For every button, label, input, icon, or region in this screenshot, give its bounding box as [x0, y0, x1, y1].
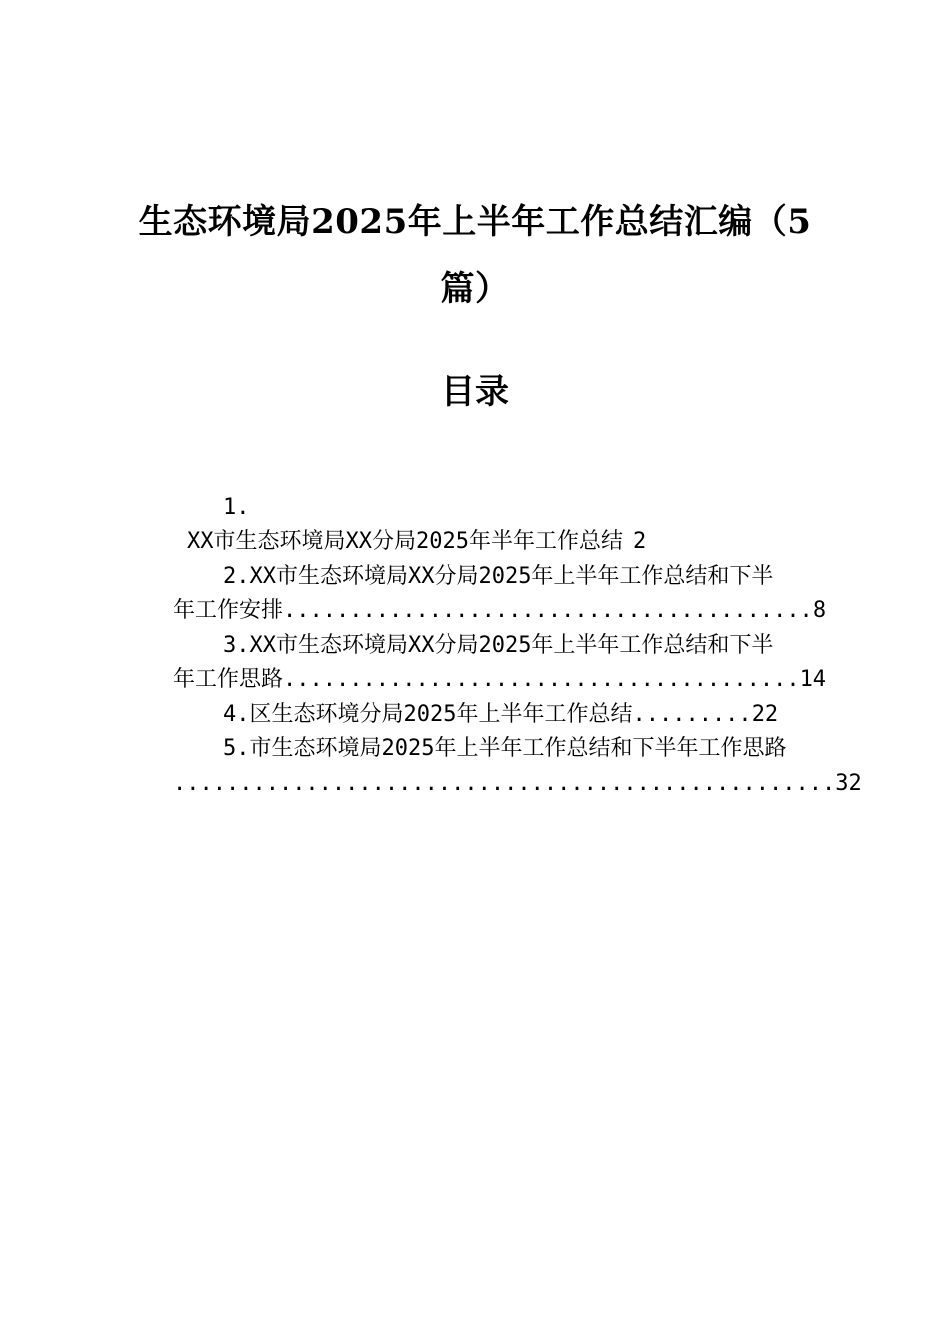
- toc-entry-2-title-line1[interactable]: 2.XX市生态环境局XX分局2025年上半年工作总结和下半: [222, 564, 774, 589]
- toc-entry-5-line2[interactable]: [120, 748, 862, 820]
- toc-entry-5-title[interactable]: 5.市生态环境局2025年上半年工作总结和下半年工作思路: [222, 736, 787, 761]
- toc-heading: 目录: [441, 372, 509, 412]
- toc-entry-3-leader: .......................................: [283, 667, 800, 692]
- toc-entry-1-title[interactable]: XX市生态环境局XX分局2025年半年工作总结: [186, 529, 623, 554]
- toc-entry-5-page[interactable]: 32: [835, 771, 862, 796]
- toc-entry-1-page[interactable]: 2: [632, 529, 647, 554]
- toc-entry-4-page[interactable]: 22: [751, 702, 779, 727]
- toc-entry-2-leader: ........................................: [283, 598, 813, 623]
- toc-entry-5-leader: ..................................................: [172, 771, 836, 796]
- toc-entry-4-leader: .........: [632, 702, 752, 727]
- document-title-line2: 篇）: [440, 269, 510, 309]
- toc-entry-3-page[interactable]: 14: [799, 667, 827, 692]
- toc-entry-3-title-line1[interactable]: 3.XX市生态环境局XX分局2025年上半年工作总结和下半: [222, 633, 774, 658]
- document-title-line1: 生态环境局2025年上半年工作总结汇编（5: [138, 202, 812, 242]
- toc-entry-2-title-line2[interactable]: 年工作安排: [172, 598, 283, 623]
- toc-entry-2-page[interactable]: 8: [812, 598, 827, 623]
- toc-entry-4-title[interactable]: 4.区生态环境分局2025年上半年工作总结: [222, 702, 633, 727]
- toc-entry-1-number-link[interactable]: 1.: [222, 495, 250, 520]
- toc-entry-3-title-line2[interactable]: 年工作思路: [172, 667, 283, 692]
